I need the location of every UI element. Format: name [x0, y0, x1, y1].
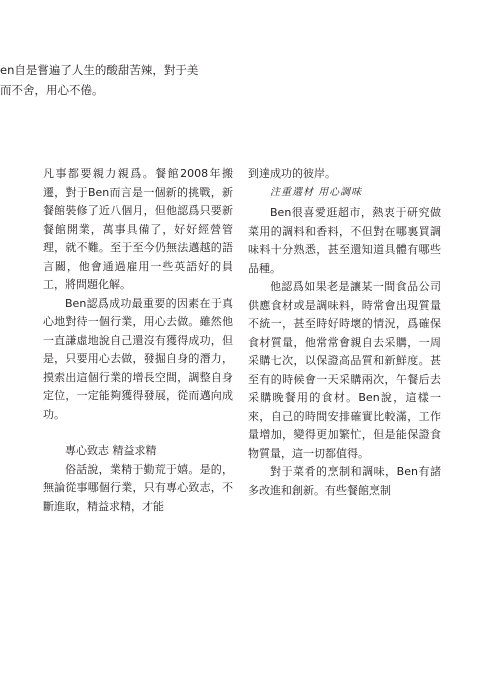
intro-text [0, 60, 478, 100]
intro-line-2: 而不舍，用心不倦。 [0, 83, 104, 97]
paragraph: 凡事都要親力親爲。餐館2008年搬遷，對于Ben而言是一個新的挑戰，新餐館裝修了近八個月，但他認爲只要新餐館開業，萬事具備了，好好經營管理，就不難。至于至今仍無法邁越的語言關，他會通過雇用一些英語好的員工，將問題化解。 [43, 167, 233, 291]
paragraph: Ben很喜愛逛超市，熱衷于研究做菜用的調料和香料，不但對在哪裏買調味料十分熟悉，甚至還知道具體有哪些品種。 [248, 206, 441, 275]
paragraph: 俗話說，業精于勤荒于嬉。是的，無論從事哪個行業，只有專心致志，不斷進取，精益求精，才能 [43, 462, 233, 513]
paragraph: 對于菜肴的烹制和調味，Ben有諸多改進和創新。有些餐館烹制 [248, 465, 441, 497]
paragraph: 到達成功的彼岸。 [248, 167, 336, 180]
left-column [43, 165, 233, 516]
section-heading: 專心致志 精益求精 [65, 444, 157, 457]
paragraph: Ben認爲成功最重要的因素在于真心地對待一個行業，用心去做。雖然他一直謙虛地說自己還沒有獲得成功，但是，只要用心去做，發掘自身的潛力，摸索出這個行業的增長空間，調整自身定位，一定能夠獲得發展，從而邁向成功。 [43, 296, 233, 421]
right-column [248, 165, 441, 500]
intro-line-1: en自是嘗遍了人生的酸甜苦辣，對于美 [0, 63, 199, 77]
section-heading-script: 注重選材 用心調味 [270, 186, 363, 198]
paragraph: 他認爲如果老是讓某一間食品公司供應食材或是調味料，時常會出現質量不統一，甚至時好時壞的情況，爲確保食材質量，他常常會親自去采購，一周采購七次，以保證高品質和新鮮度。甚至有的時候會一天采購兩次，午餐后去采購晚餐用的食材。Ben說，這樣一來，自己的時間安排確實比較滿，工作量增加，變得更加繁忙，但是能保證食物質量，這一切都值得。 [248, 280, 441, 460]
